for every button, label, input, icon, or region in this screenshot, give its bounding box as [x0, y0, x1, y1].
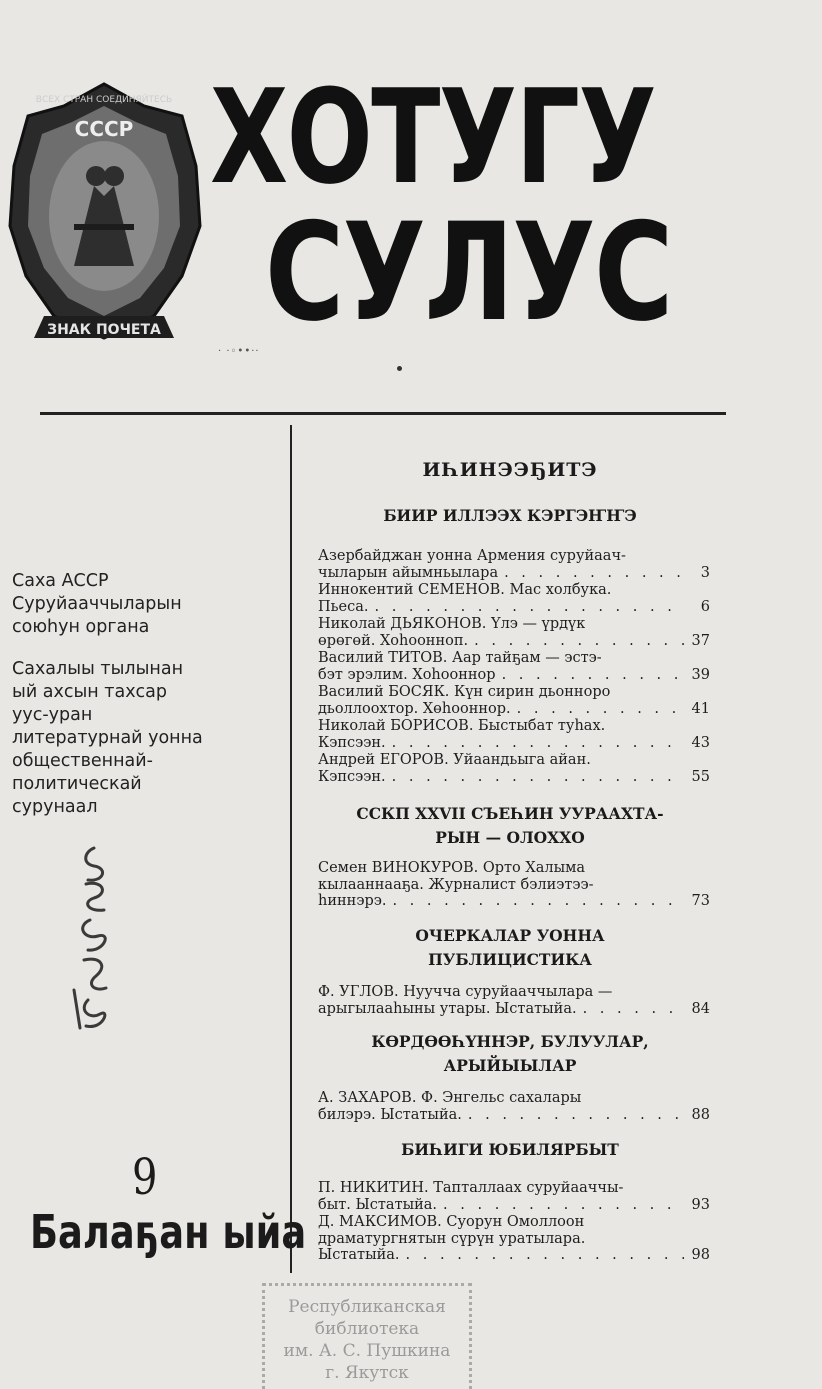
- entry-line: Николай БОРИСОВ. Быстыбат туһах.: [318, 718, 606, 734]
- contents-entry: [318, 548, 710, 581]
- vertical-divider: [290, 425, 292, 1273]
- emblem-ring-text: ВСЕХ СТРАН СОЕДИНЯЙТЕСЬ: [35, 95, 173, 105]
- entry-line: Семен ВИНОКУРОВ. Орто Халыма: [318, 860, 586, 876]
- section-title-line: РЫН — ОЛОХХО: [435, 828, 585, 847]
- section-title-line: ПУБЛИЦИСТИКА: [428, 950, 592, 969]
- entry-line: дьоллоохтор. Хөһооннор.: [318, 700, 511, 717]
- entry-line: өрөгөй. Хоһоонноп.: [318, 632, 469, 649]
- contents-entry: [318, 616, 710, 649]
- section-title-line: ССКП XXVII СЪЕҺИН УУРААХТА-: [356, 804, 664, 823]
- entry-page-number: 6: [700, 598, 710, 615]
- contents-entry: [318, 1214, 710, 1264]
- entry-page-number: 84: [691, 1000, 710, 1017]
- issue-number: 9: [132, 1148, 158, 1206]
- journal-affiliation: [12, 570, 282, 639]
- section-title: [310, 1138, 710, 1162]
- entry-line: Кэпсээн.: [318, 768, 386, 785]
- print-specks: · ·◦••··: [218, 346, 260, 357]
- entry-page-number: 37: [691, 632, 710, 649]
- affiliation-line: Суруйааччыларын: [12, 594, 182, 614]
- description-line: Сахалыы тылынан: [12, 659, 184, 679]
- description-line: ый ахсын тахсар: [12, 682, 168, 702]
- affiliation-line: союһун органа: [12, 617, 150, 637]
- entry-line: чыларын айымньылара: [318, 564, 499, 581]
- affiliation-line: Саха АССР: [12, 571, 109, 591]
- entry-page-number: 55: [691, 768, 710, 785]
- entry-page-number: 73: [691, 893, 710, 910]
- entry-line: Пьеса.: [318, 598, 369, 615]
- description-line: уус-уран: [12, 705, 93, 725]
- entry-line: Азербайджан уонна Армения суруйаач-: [318, 548, 626, 564]
- entry-page-number: 98: [691, 1247, 710, 1264]
- stamp-line: Республиканская: [288, 1297, 446, 1317]
- masthead-title-line-2: СУЛУС: [265, 194, 672, 351]
- section-title-line: БИҺИГИ ЮБИЛЯРБЫТ: [401, 1140, 619, 1159]
- journal-description: [12, 658, 282, 819]
- description-line: литературнай уонна: [12, 728, 203, 748]
- section-title: [310, 802, 710, 850]
- contents-entry: [318, 1180, 710, 1213]
- contents-entry: [318, 582, 710, 615]
- entry-line: П. НИКИТИН. Тапталлаах суруйааччы-: [318, 1180, 624, 1196]
- entry-page-number: 41: [691, 700, 710, 717]
- contents-entry: [318, 684, 710, 717]
- entry-line: Кэпсээн.: [318, 734, 386, 751]
- masthead-title-line-1: ХОТУГУ: [210, 61, 656, 213]
- entry-line: Николай ДЬЯКОНОВ. Үлэ — үрдүк: [318, 616, 586, 632]
- contents-entry: [318, 650, 710, 683]
- section-title-line: КӨРДӨӨҺҮННЭР, БУЛУУЛАР,: [371, 1032, 649, 1051]
- contents-entry: [318, 718, 710, 751]
- entry-line: Ф. УГЛОВ. Нуучча суруйааччылара —: [318, 984, 613, 1000]
- emblem-ribbon-text: ЗНАК ПОЧЕТА: [47, 322, 161, 338]
- entry-line: Андрей ЕГОРОВ. Уйаандьыга айан.: [318, 752, 591, 768]
- section-title: [310, 1030, 710, 1078]
- stamp-line: им. А. С. Пушкина: [283, 1341, 451, 1361]
- entry-page-number: 93: [691, 1196, 710, 1213]
- entry-line: Василий БОСЯК. Күн сирин дьонноро: [318, 684, 611, 700]
- order-badge-emblem: [4, 76, 204, 351]
- entry-line: арыгылааһыны утары. Ыстатыйа.: [318, 1000, 577, 1017]
- contents-entry: [318, 984, 710, 1017]
- stamp-line: г. Якутск: [325, 1363, 409, 1383]
- entry-page-number: 43: [691, 734, 710, 751]
- emblem-center-text: СССР: [74, 117, 134, 141]
- contents-entry: [318, 860, 710, 910]
- contents-entry: [318, 1090, 710, 1123]
- entry-line: драматургнятын сүрүн уратылара.: [318, 1230, 586, 1247]
- entry-line: билэрэ. Ыстатыйа.: [318, 1106, 462, 1123]
- section-title-line: АРЫЙЫЫЛАР: [443, 1056, 577, 1075]
- entry-line: быт. Ыстатыйа.: [318, 1196, 438, 1213]
- entry-line: бэт эрэлим. Хоһооннор: [318, 666, 496, 683]
- section-title: [310, 504, 710, 528]
- entry-line: кылааннааҕа. Журналист бэлиэтээ-: [318, 876, 594, 893]
- description-line: политическай: [12, 774, 142, 794]
- description-line: сурунаал: [12, 797, 98, 817]
- section-title-line: БИИР ИЛЛЭЭХ КЭРГЭҤҤЭ: [383, 506, 637, 525]
- entry-line: Ыстатыйа.: [318, 1247, 400, 1264]
- horizontal-divider: [40, 412, 726, 415]
- entry-page-number: 3: [700, 564, 710, 581]
- print-dot: [397, 366, 402, 371]
- handwritten-inventory-mark: [64, 840, 134, 1035]
- entry-line: Василий ТИТОВ. Аар тайҕам — эстэ-: [318, 650, 602, 666]
- section-title: [310, 924, 710, 972]
- entry-line: Иннокентий СЕМЕНОВ. Мас холбука.: [318, 582, 612, 598]
- contents-entry: [318, 752, 710, 785]
- contents-heading: ИҺИНЭЭҔИТЭ: [422, 459, 598, 481]
- entry-line: һиннэрэ.: [318, 893, 387, 910]
- stamp-line: библиотека: [314, 1319, 420, 1339]
- entry-line: А. ЗАХАРОВ. Ф. Энгельс сахалары: [318, 1090, 582, 1106]
- description-line: общественнай-: [12, 751, 153, 771]
- entry-page-number: 39: [691, 666, 710, 683]
- issue-month: Балаҕан ыйа: [30, 1205, 307, 1259]
- section-title-line: ОЧЕРКАЛАР УОННА: [415, 926, 605, 945]
- library-stamp: [262, 1283, 472, 1389]
- entry-line: Д. МАКСИМОВ. Суорун Омоллоон: [318, 1214, 585, 1230]
- entry-page-number: 88: [691, 1106, 710, 1123]
